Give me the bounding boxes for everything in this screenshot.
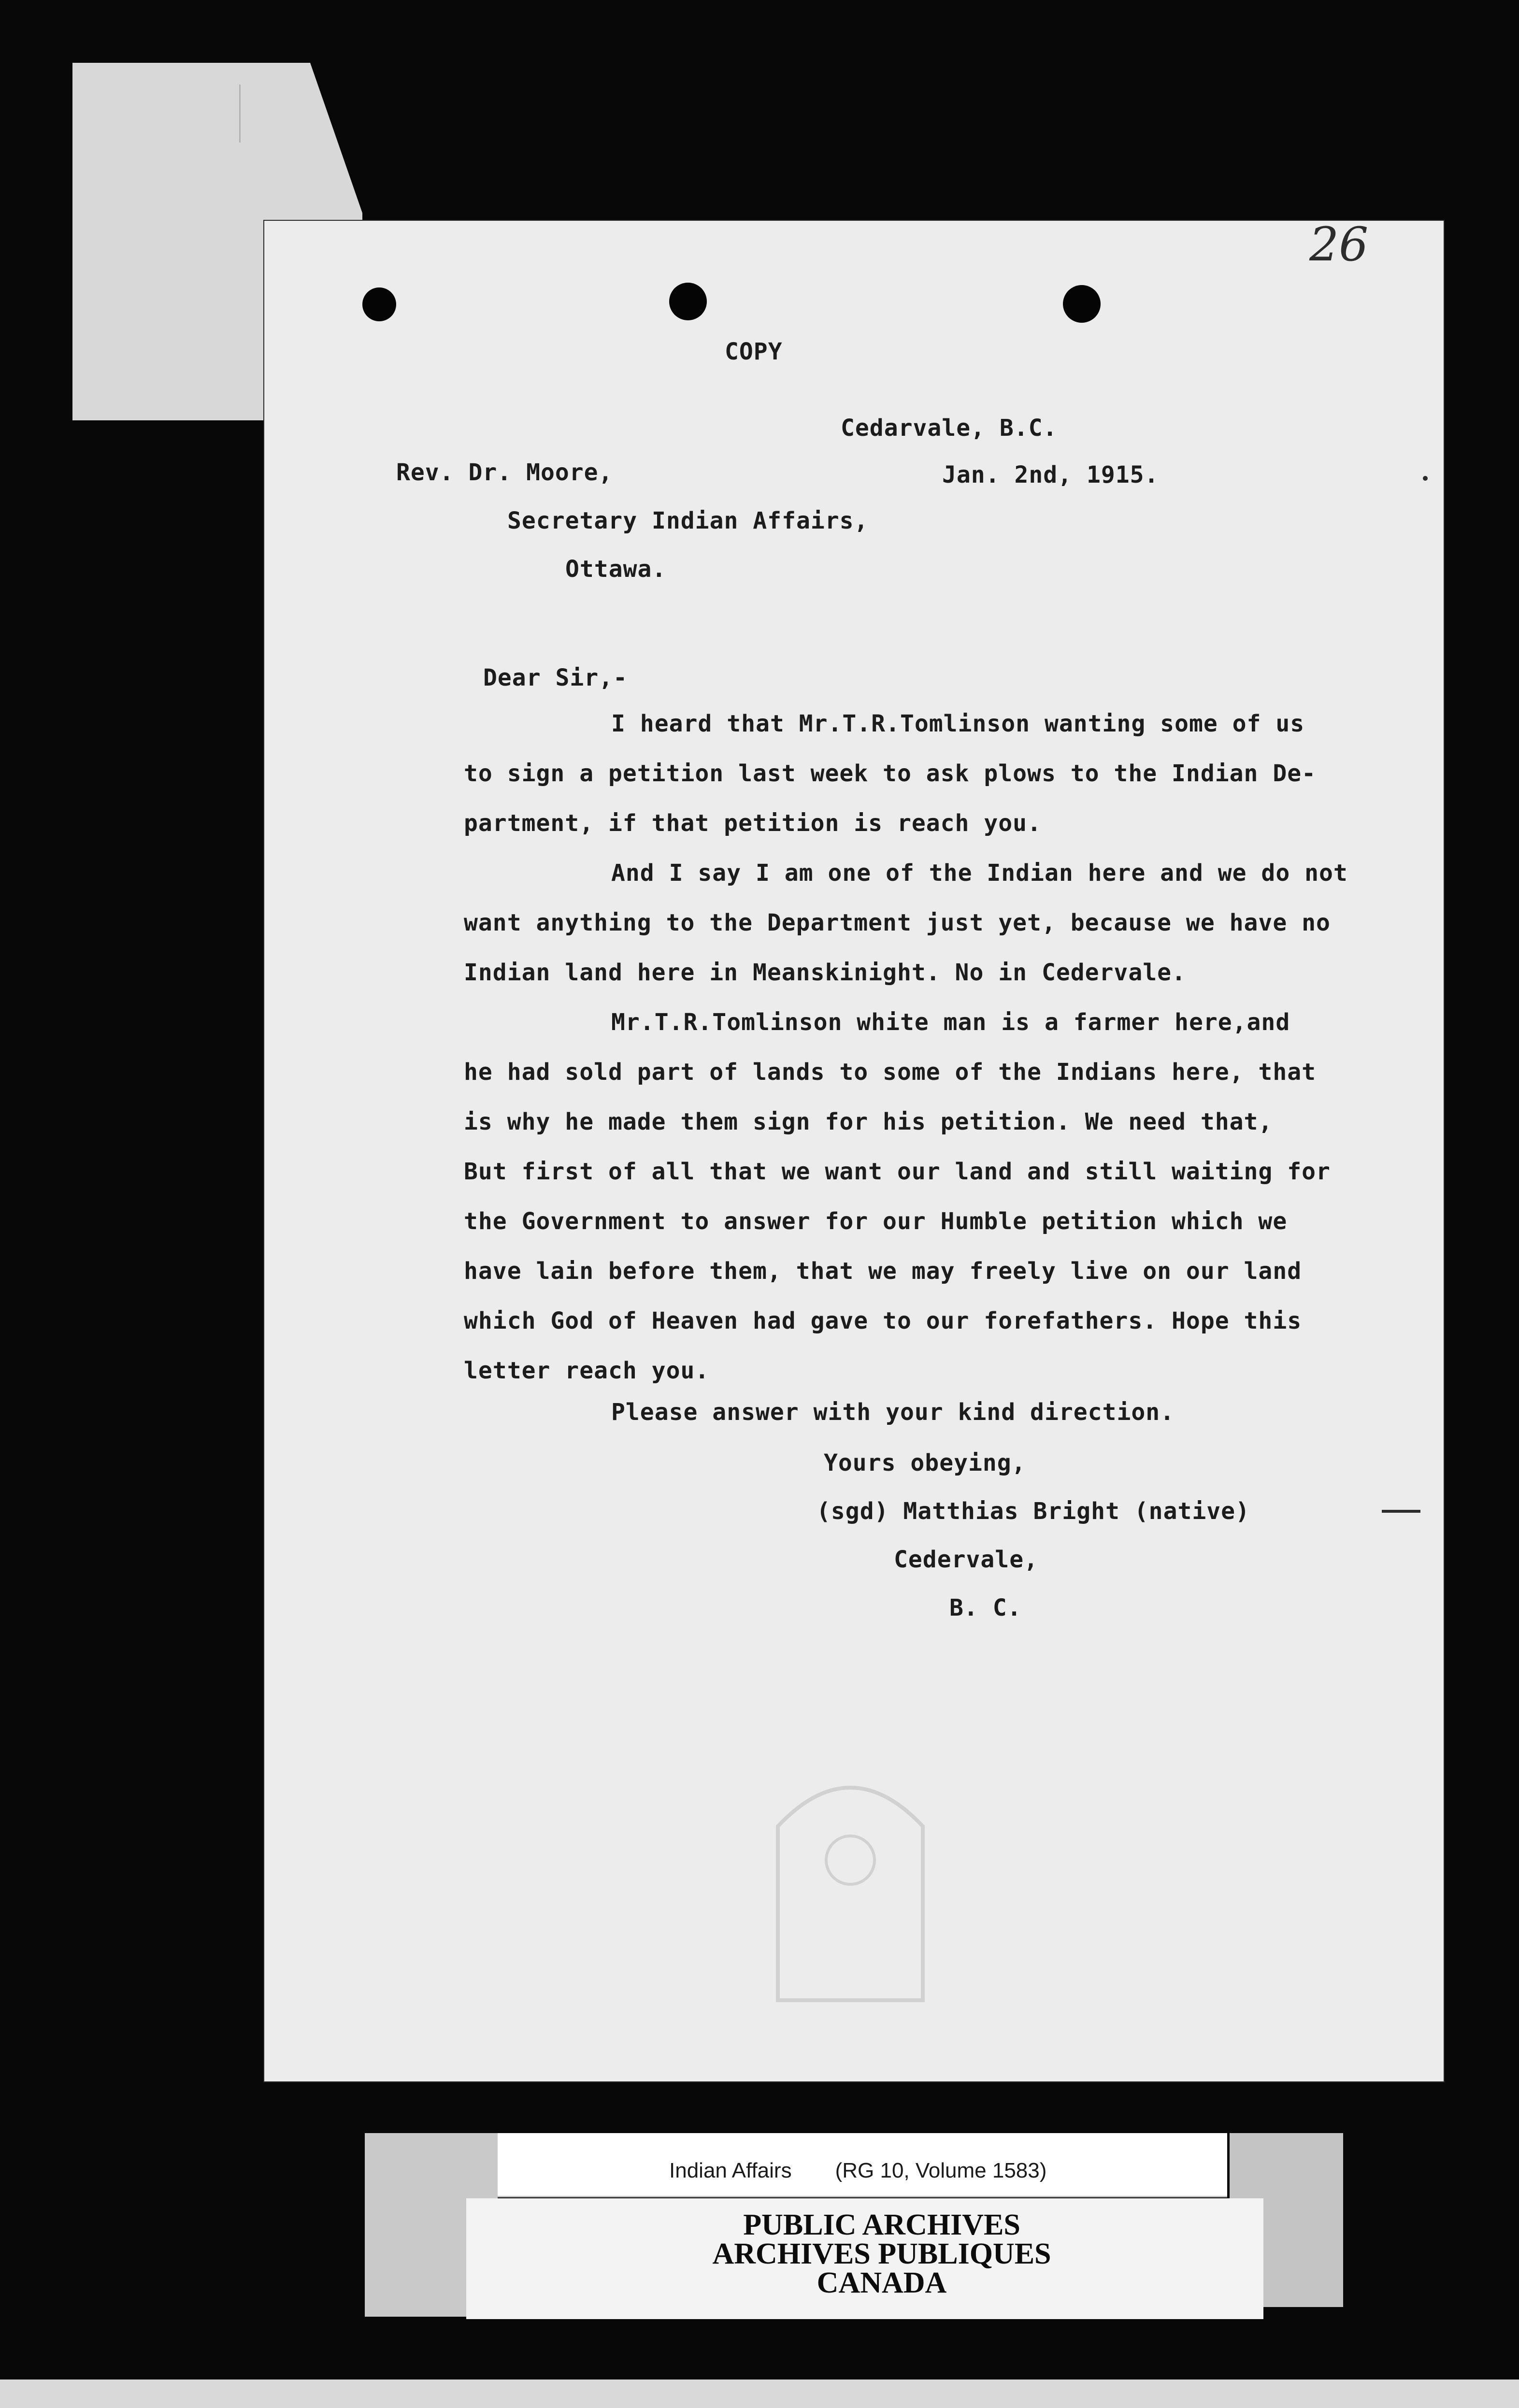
archive-reference-text	[669, 2159, 1046, 2183]
copy-label: COPY	[725, 338, 783, 365]
body-line: he had sold part of lands to some of the Indians here, that	[464, 1059, 1317, 1086]
place-header: Cedarvale, B.C.	[841, 415, 1058, 442]
tab-mark	[239, 85, 250, 143]
body-line: Indian land here in Meanskinight. No in Cedervale.	[464, 959, 1186, 986]
signature: (sgd) Matthias Bright (native)	[817, 1498, 1250, 1525]
archive-line-1: PUBLIC ARCHIVES	[743, 2208, 1020, 2241]
body-line: is why he made them sign for his petition. We need that,	[464, 1108, 1273, 1135]
punch-hole	[1063, 285, 1101, 323]
margin-dot	[1423, 476, 1428, 481]
body-line: have lain before them, that we may freely live on our land	[464, 1258, 1302, 1285]
volume-reference: (RG 10, Volume 1583)	[835, 2159, 1047, 2182]
signature-place: Cedervale,	[894, 1546, 1038, 1573]
punch-hole	[669, 283, 707, 320]
recipient-title: Secretary Indian Affairs,	[507, 507, 869, 534]
punch-hole	[362, 287, 396, 321]
body-line: which God of Heaven had gave to our forefathers. Hope this	[464, 1307, 1302, 1334]
page-number: 26	[1309, 217, 1369, 272]
recipient-name: Rev. Dr. Moore,	[396, 459, 613, 486]
archive-line-3: CANADA	[817, 2266, 947, 2299]
archive-line-2: ARCHIVES PUBLIQUES	[712, 2237, 1051, 2270]
body-line: want anything to the Department just yet, because we have no	[464, 909, 1331, 936]
valediction: Yours obeying,	[824, 1449, 1026, 1476]
body-line: the Government to answer for our Humble petition which we	[464, 1208, 1288, 1235]
body-line: Mr.T.R.Tomlinson white man is a farmer here,and	[611, 1009, 1290, 1036]
body-line: But first of all that we want our land and still waiting for	[464, 1158, 1331, 1185]
body-line: to sign a petition last week to ask plows to the Indian De-	[464, 760, 1317, 787]
faint-seal-impression	[705, 1739, 995, 2010]
body-line: I heard that Mr.T.R.Tomlinson wanting some of us	[611, 710, 1305, 737]
closing-line: Please answer with your kind direction.	[611, 1399, 1175, 1426]
salutation: Dear Sir,-	[483, 664, 628, 691]
body-line: partment, if that petition is reach you.	[464, 810, 1042, 837]
signature-province: B. C.	[949, 1594, 1022, 1621]
recipient-city: Ottawa.	[565, 556, 667, 583]
film-edge	[0, 2379, 1519, 2408]
body-line: And I say I am one of the Indian here and we do not	[611, 860, 1348, 887]
letter-date: Jan. 2nd, 1915.	[942, 461, 1159, 488]
margin-mark	[1382, 1510, 1420, 1513]
body-line: letter reach you.	[464, 1357, 710, 1384]
series-name: Indian Affairs	[669, 2159, 792, 2182]
